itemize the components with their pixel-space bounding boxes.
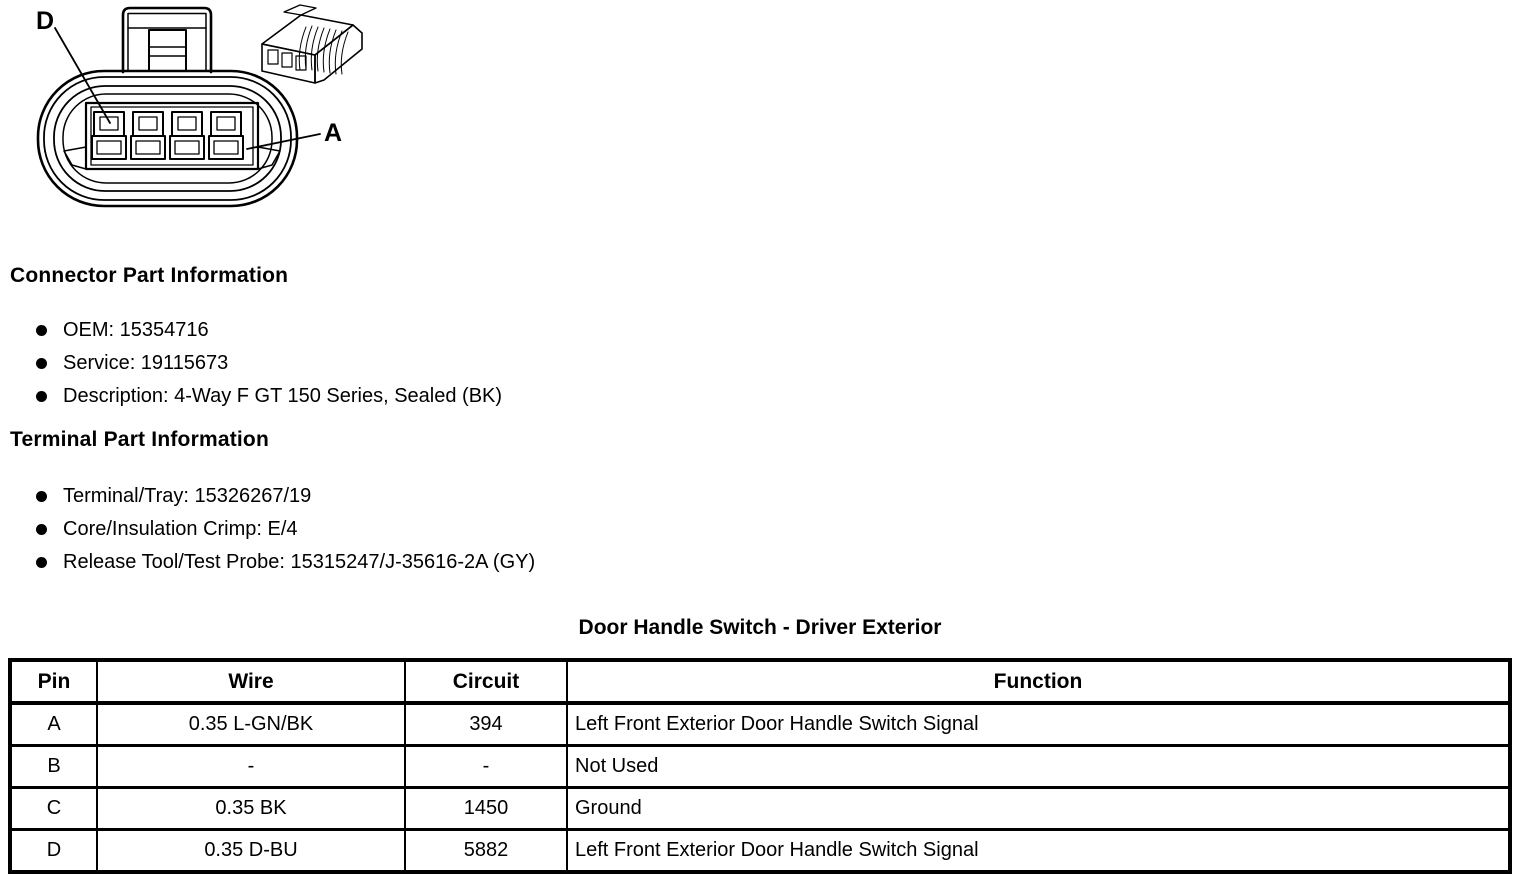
terminal-cavity-d [92,112,126,159]
pin-table-title: Door Handle Switch - Driver Exterior [578,616,942,639]
terminal-part-info-list [10,480,535,579]
connector-3d-icon [262,5,362,83]
table-row [10,788,1510,830]
header-function: Function [567,660,1510,703]
pin-table [8,658,1512,874]
circuit-cell: 1450 [405,788,567,830]
list-item-description: Description: 4-Way F GT 150 Series, Sealed (BK) [10,380,502,413]
terminal-cavity-c [131,112,165,159]
function-cell: Left Front Exterior Door Handle Switch Signal [567,830,1510,873]
list-item-release-tool-test-probe: Release Tool/Test Probe: 15315247/J-35616-2A (GY) [10,546,535,579]
table-row [10,746,1510,788]
pin-cell: D [10,830,97,873]
function-cell: Ground [567,788,1510,830]
pin-d-label: D [36,7,55,35]
terminal-cavity-a [209,112,243,159]
terminal-part-info-heading: Terminal Part Information [10,428,269,451]
list-item-service: Service: 19115673 [10,347,502,380]
pin-cell: A [47,713,61,735]
header-pin: Pin [10,660,97,703]
pin-a-label: A [324,119,343,147]
connector-part-info-heading: Connector Part Information [10,264,289,287]
wire-cell: 0.35 D-BU [97,830,405,873]
wire-cell: 0.35 BK [97,788,405,830]
list-item-oem: OEM: 15354716 [10,314,502,347]
connector-part-info-list [10,314,502,413]
connector-lock-tab [123,8,211,72]
terminal-cavities [92,112,243,159]
pin-cell: B [10,746,97,788]
connector-diagram [0,0,380,240]
list-item-core-insulation-crimp: Core/Insulation Crimp: E/4 [10,513,535,546]
wire-cell: - [97,746,405,788]
function-cell: Left Front Exterior Door Handle Switch Signal [567,703,1510,746]
circuit-cell: 5882 [405,830,567,873]
pin-table-header-row [10,660,1510,703]
header-wire: Wire [97,660,405,703]
terminal-cavity-b [170,112,204,159]
table-row [10,703,1510,746]
wire-cell: 0.35 L-GN/BK [97,703,405,746]
pin-cell: C [10,788,97,830]
table-row [10,830,1510,873]
circuit-cell: 394 [405,703,567,746]
header-circuit: Circuit [405,660,567,703]
circuit-cell: - [405,746,567,788]
list-item-terminal-tray: Terminal/Tray: 15326267/19 [10,480,535,513]
function-cell: Not Used [567,746,1510,788]
